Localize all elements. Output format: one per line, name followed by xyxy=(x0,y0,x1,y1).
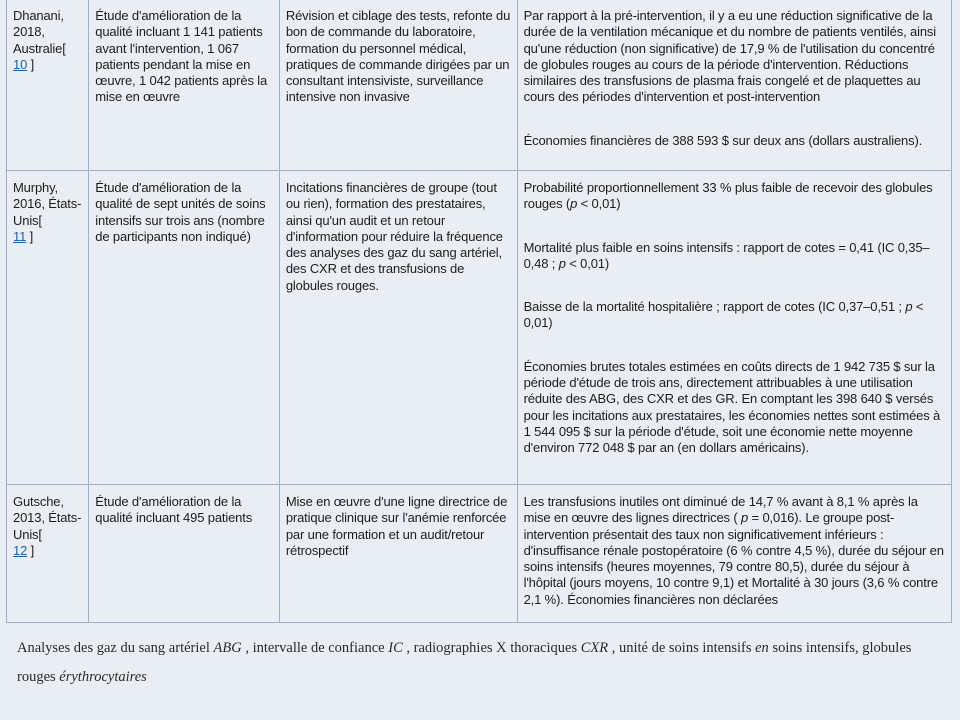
result-text: < 0,01) xyxy=(565,255,610,271)
result-paragraph xyxy=(524,299,945,332)
table-footnote xyxy=(17,634,952,692)
study-cell xyxy=(7,0,89,171)
reference-link[interactable]: 12 xyxy=(13,542,28,558)
p-value-symbol: p xyxy=(570,196,578,212)
design-cell: Étude d'amélioration de la qualité incluant 1 141 patients avant l'intervention, 1 067 patients pendant la mise en œuvre, 1 042 patients après la mise en œuvre xyxy=(89,0,280,171)
result-text: = 0,016). Le groupe post-intervention présentait des taux non significativement inférieurs : d'insuffisance rénale postopératoire (6 % contre 4,5 %), durée du séjour en soins intensifs (heures moyennes, 79 contre 80,5), durée du séjour à l'hôpital (jours moyens, 10 contre 9,1) et Mortalité à 30 jours (3,6 % contre 2,1 %). Économies financières non déclarées xyxy=(523,510,944,607)
result-text: Baisse de la mortalité hospitalière ; rapport de cotes (IC 0,37–0,51 ; xyxy=(523,299,906,315)
reference-link[interactable]: 11 xyxy=(13,228,27,244)
study-label: Dhanani, 2018, Australie[ xyxy=(13,8,66,56)
table-row xyxy=(7,0,952,171)
footnote-abbreviation: IC xyxy=(388,640,403,656)
result-paragraph xyxy=(524,494,945,608)
result-text: Les transfusions inutiles ont diminué de 14,7 % avant à 8,1 % après la mise en œuvre des lignes directrices ( xyxy=(523,494,918,526)
intervention-cell: Révision et ciblage des tests, refonte du bon de commande du laboratoire, formation du personnel médical, pratiques de commande dirigées par un consultant intensiviste, surveillance intensive non invasive xyxy=(279,0,517,171)
ref-bracket: ] xyxy=(30,56,35,72)
footnote-abbreviation: érythrocytaires xyxy=(59,669,147,685)
footnote-text: soins intensifs, globules rouges xyxy=(17,640,912,685)
result-text: < 0,01) xyxy=(577,196,621,212)
study-label: Gutsche, 2013, États-Unis[ xyxy=(13,494,82,542)
table-row xyxy=(7,485,952,623)
result-text: < 0,01) xyxy=(523,299,924,331)
study-cell xyxy=(7,171,89,485)
design-cell: Étude d'amélioration de la qualité de sept unités de soins intensifs sur trois ans (nombre de participants non indiqué) xyxy=(89,171,280,485)
intervention-cell: Mise en œuvre d'une ligne directrice de pratique clinique sur l'anémie renforcée par une formation et un audit/retour rétrospectif xyxy=(279,485,517,623)
ref-bracket: ] xyxy=(30,542,35,558)
design-cell: Étude d'amélioration de la qualité incluant 495 patients xyxy=(89,485,280,623)
results-cell xyxy=(517,0,951,171)
p-value-symbol: p xyxy=(905,299,913,315)
footnote-abbreviation: ABG xyxy=(213,640,242,656)
footnote-abbreviation: en xyxy=(755,640,769,656)
ref-bracket: ] xyxy=(29,228,34,244)
p-value-symbol: p xyxy=(741,510,749,526)
results-table xyxy=(6,0,952,623)
footnote-text: , radiographies X thoraciques xyxy=(402,640,581,656)
reference-link[interactable]: 10 xyxy=(13,56,28,72)
footnote-text: Analyses des gaz du sang artériel xyxy=(17,640,214,656)
result-paragraph xyxy=(524,180,945,213)
results-cell xyxy=(517,485,951,623)
result-text: Probabilité proportionnellement 33 % plus faible de recevoir des globules rouges ( xyxy=(523,180,933,212)
result-paragraph: Économies brutes totales estimées en coûts directs de 1 942 735 $ sur la période d'étude de trois ans, directement attribuables à une utilisation réduite des ABG, des CXR et des GR. En comptant les 398 640 $ versés pour les incitations aux prestataires, les économies nettes sont estimées à 1 544 095 $ sur la période d'étude, soit une économie nette moyenne d'environ 772 048 $ par an (en dollars américains). xyxy=(523,358,941,456)
study-label: Murphy, 2016, États-Unis[ xyxy=(13,180,82,228)
results-cell xyxy=(517,171,951,485)
footnote-abbreviation: CXR xyxy=(580,640,609,656)
result-paragraph: Par rapport à la pré-intervention, il y a eu une réduction significative de la durée de la ventilation mécanique et du nombre de patients ventilés, ainsi qu'une réduction (non significative) de 17,9 % de l'utilisation du concentré de globules rouges au cours de la période d'intervention. Réductions similaires des transfusions de plasma frais congelé et de plaquettes au cours des périodes d'intervention et post-intervention xyxy=(523,8,936,105)
result-paragraph: Économies financières de 388 593 $ sur deux ans (dollars australiens). xyxy=(523,132,923,148)
result-paragraph xyxy=(524,240,945,273)
footnote-text: , intervalle de confiance xyxy=(241,640,389,656)
p-value-symbol: p xyxy=(558,255,566,271)
results-table-container xyxy=(8,0,952,625)
footnote-text: , unité de soins intensifs xyxy=(608,640,756,656)
intervention-cell: Incitations financières de groupe (tout ou rien), formation des prestataires, ainsi qu'un audit et un retour d'information pour réduire la fréquence des analyses des gaz du sang artériel, des CXR et des transfusions de globules rouges. xyxy=(279,171,517,485)
result-text: Mortalité plus faible en soins intensifs : rapport de cotes = 0,41 (IC 0,35–0,48 ; xyxy=(523,239,930,271)
study-cell xyxy=(7,485,89,623)
table-row xyxy=(7,171,952,485)
